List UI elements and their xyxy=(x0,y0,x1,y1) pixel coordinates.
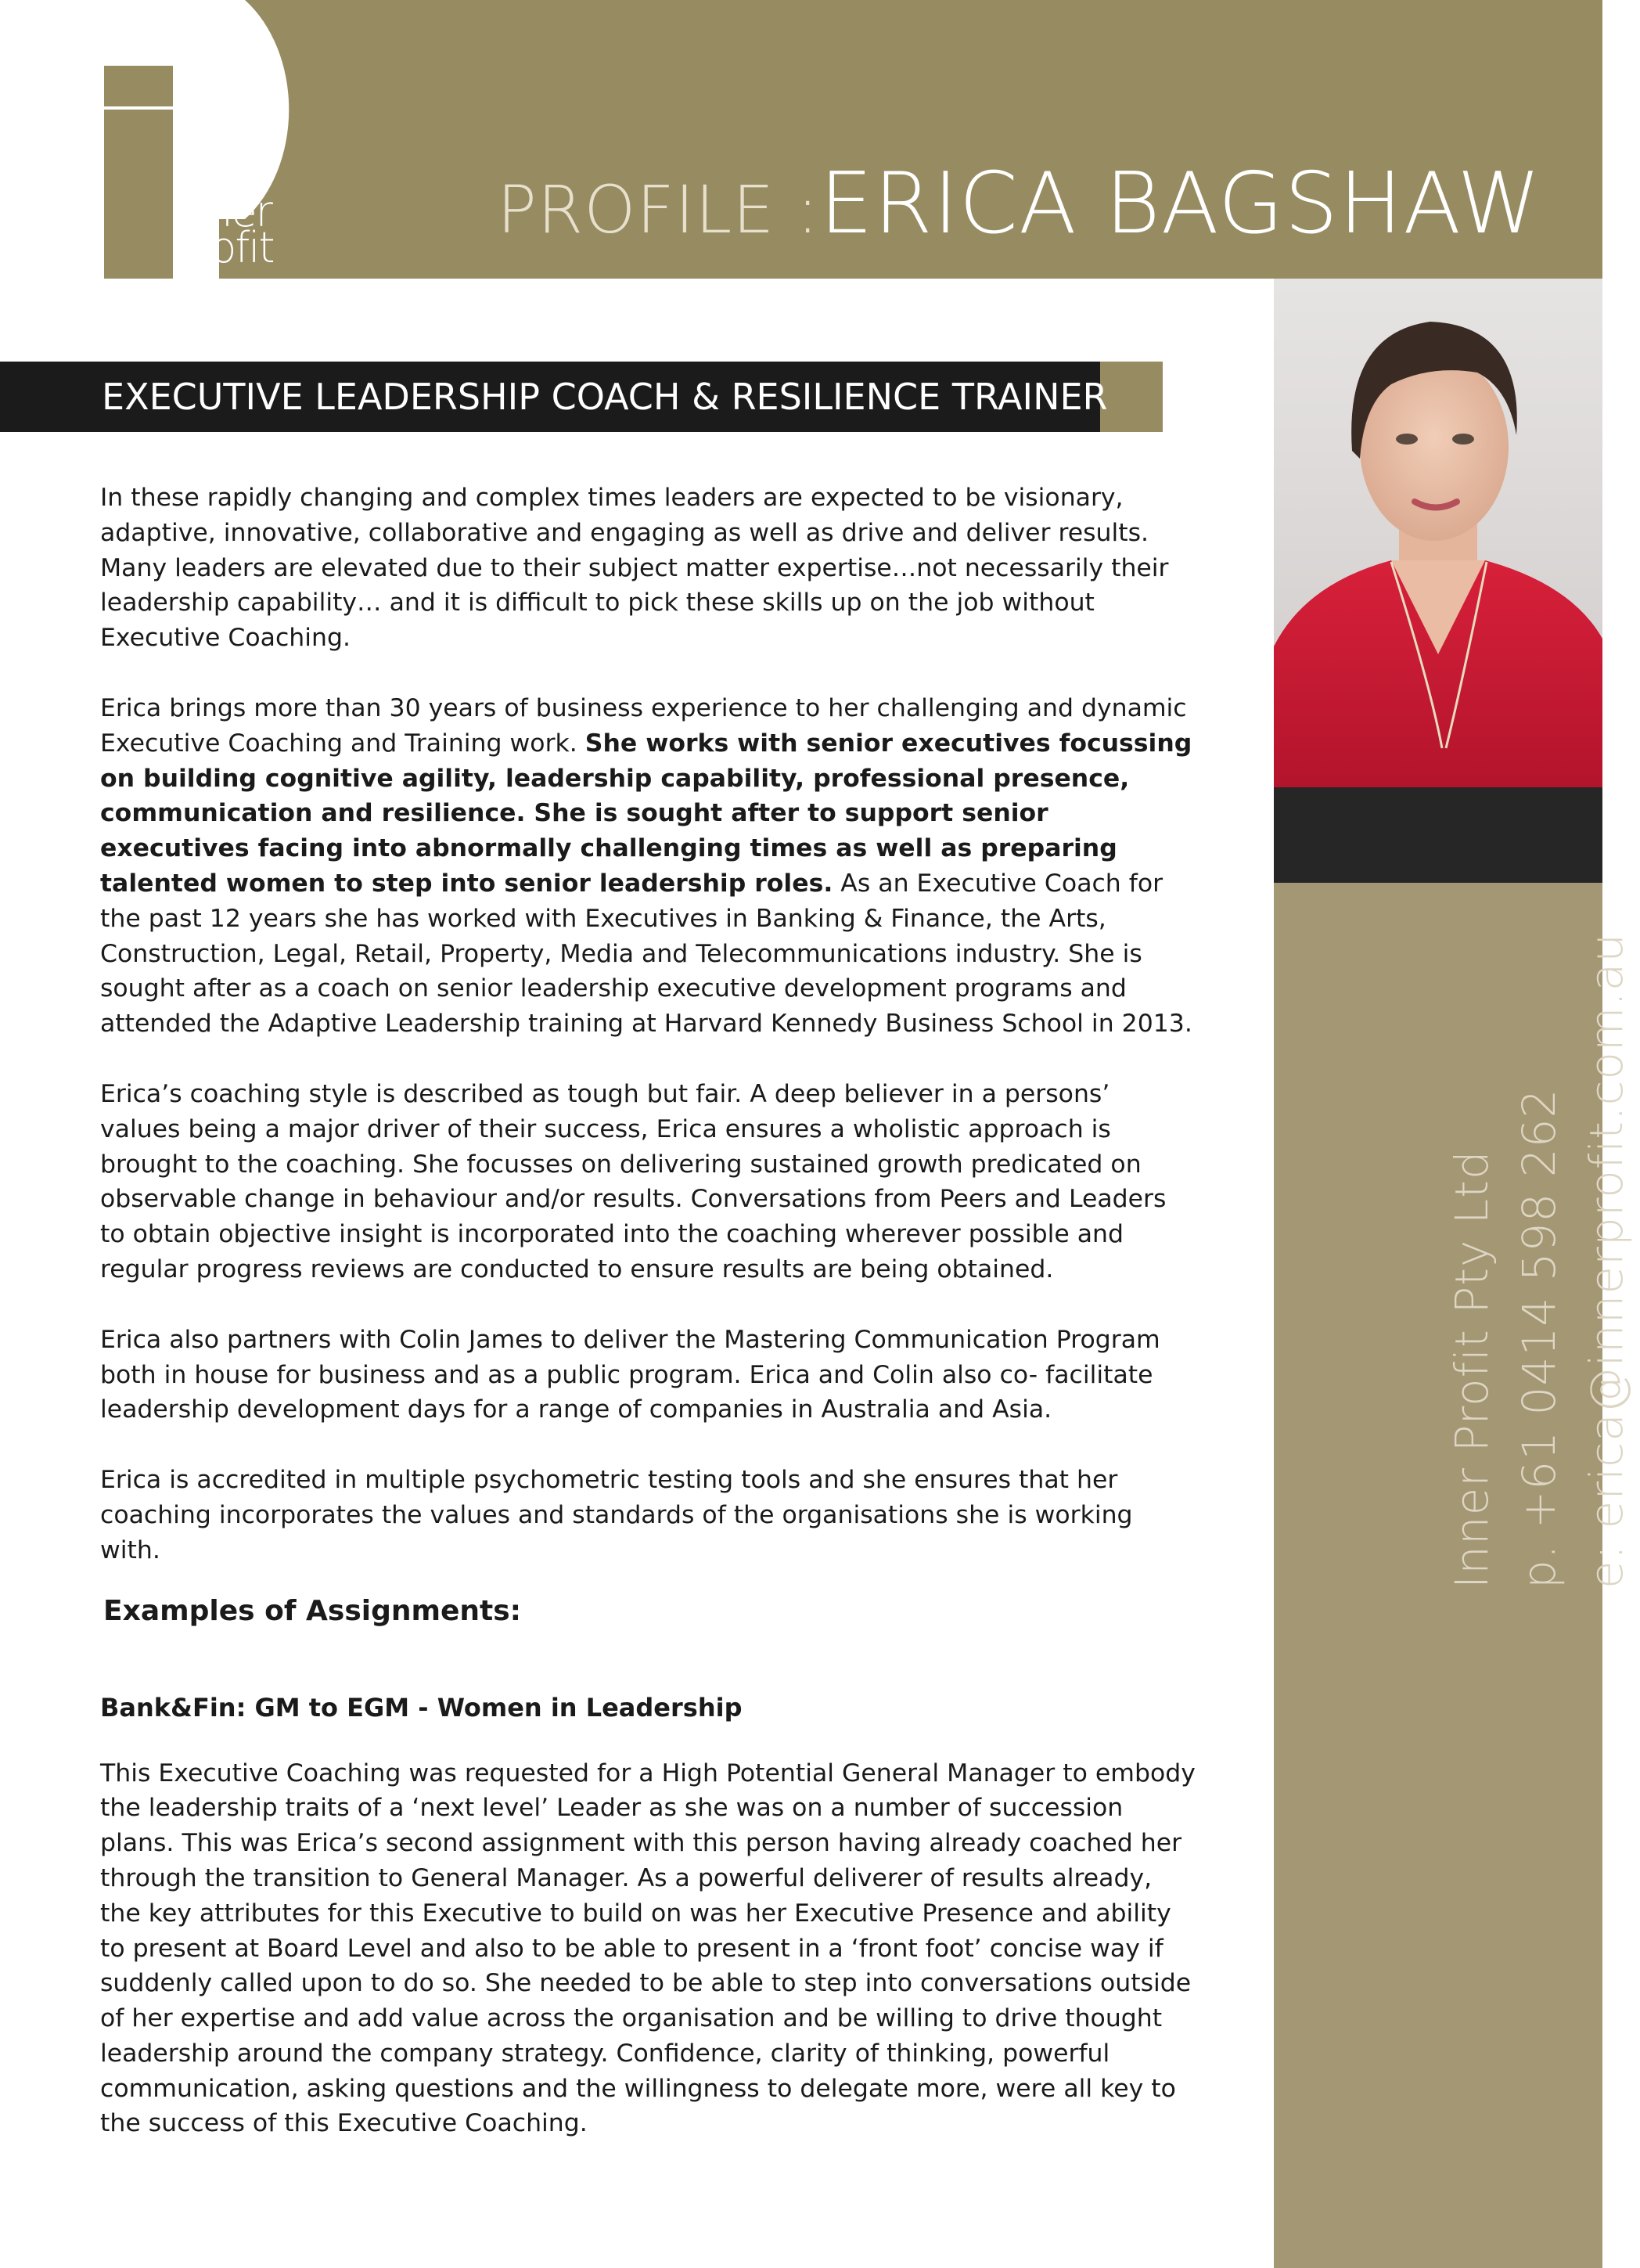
subtitle-text: EXECUTIVE LEADERSHIP COACH & RESILIENCE TRAINER xyxy=(102,376,1108,418)
experience-text-start: Erica brings more than 30 years of business experience to her challenging and dynamic Executive Coaching and Training work. xyxy=(100,693,1187,758)
title-prefix: PROFILE : xyxy=(497,171,820,248)
intro-paragraph: In these rapidly changing and complex times leaders are expected to be visionary, adaptive, innovative, collaborative and engaging as well as drive and deliver results. Many leaders are elevated due to their subject matter expertise…not necessarily their leadership capability… and it is difficult to pick these skills up on the job without Executive Coaching. xyxy=(100,484,1169,653)
assignment-heading: Bank&Fin: GM to EGM - Women in Leadership xyxy=(100,1692,743,1723)
title-name: ERICA BAGSHAW xyxy=(819,155,1541,253)
profile-photo xyxy=(1274,279,1602,787)
accreditation-paragraph: Erica is accredited in multiple psychometric testing tools and she ensures that her coaching incorporates the values and standards of the organisations she is working with. xyxy=(100,1466,1133,1564)
logo-word-inner: inner xyxy=(171,187,272,236)
logo-wordmark xyxy=(171,187,274,272)
examples-heading: Examples of Assignments: xyxy=(103,1594,522,1627)
profile-body xyxy=(100,481,1196,2176)
contact-details xyxy=(1438,806,1640,1589)
logo-word-profit: profit xyxy=(171,223,274,272)
experience-text-bold: She works with senior executives focussing on building cognitive agility, leadership capability, professional presence, communication and resilience. She is sought after to support senior executives facing into abnormally challenging times as well as preparing talented women to step into senior leadership roles. xyxy=(100,729,1192,898)
page-title xyxy=(497,153,1541,261)
contact-company: Inner Profit Pty Ltd xyxy=(1445,1150,1498,1589)
contact-phone: p. +61 0414 598 262 xyxy=(1512,1088,1566,1589)
contact-email: e: erica@innerprofit.com.au xyxy=(1580,932,1633,1589)
partners-paragraph: Erica also partners with Colin James to deliver the Mastering Communication Program both in house for business and as a public program. Erica and Colin also co- facilitate leadership development days for a range of companies in Australia and Asia. xyxy=(100,1325,1160,1424)
experience-text-end: As an Executive Coach for the past 12 years she has worked with Executives in Banking & Finance, the Arts, Construction, Legal, Retail, Property, Media and Telecommunications industry. She is sought after as a coach on senior leadership executive development programs and attended the Adaptive Leadership training at Harvard Kennedy Business School in 2013. xyxy=(100,869,1192,1039)
coaching-style-paragraph: Erica’s coaching style is described as tough but fair. A deep believer in a persons’ values being a major driver of their success, Erica ensures a wholistic approach is brought to the coaching. She focusses on delivering sustained growth predicated on observable change in behaviour and/or results. Conversations from Peers and Leaders to obtain objective insight is incorporated into the coaching wherever possible and regular progress reviews are conducted to ensure results are being obtained. xyxy=(100,1079,1167,1283)
subtitle-accent xyxy=(1100,362,1163,432)
experience-paragraph xyxy=(100,691,1196,1042)
assignment-paragraph: This Executive Coaching was requested for a High Potential General Manager to embody the leadership traits of a ‘next level’ Leader as she was on a number of succession plans. This was Erica’s second assignment with this person having already coached her through the transition to General Manager. As a powerful deliverer of results already, the key attributes for this Executive to build on was her Executive Presence and ability to present at Board Level and also to be able to present in a ‘front foot’ concise way if suddenly called upon to do so. She needed to be able to step into conversations outside of her expertise and add value across the organisation and be willing to drive thought leadership around the company strategy. Confidence, clarity of thinking, powerful communication, asking questions and the willingness to delegate more, were all key to the success of this Executive Coaching. xyxy=(100,1759,1196,2138)
